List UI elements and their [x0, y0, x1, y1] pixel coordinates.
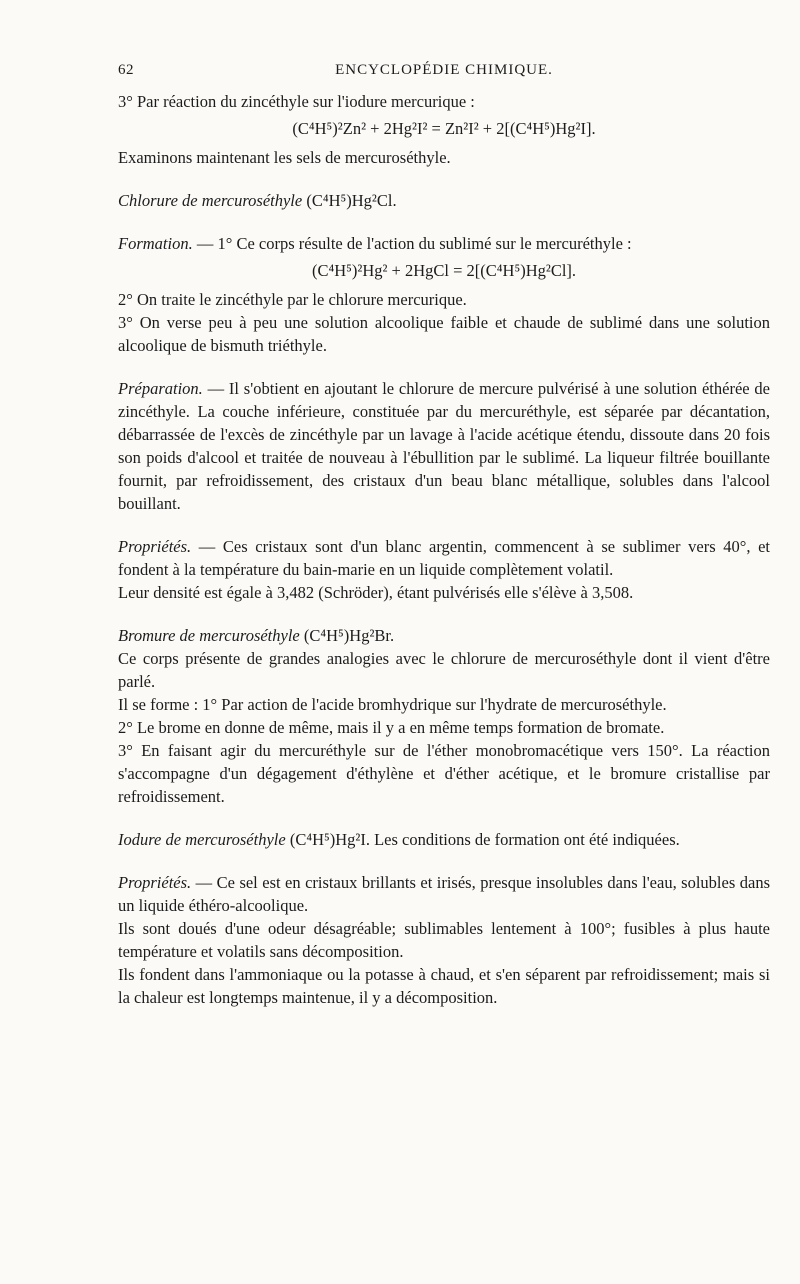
- paragraph: Ce corps présente de grandes analogies avec le chlorure de mercuroséthyle dont il vient d'être parlé.: [118, 649, 770, 691]
- paragraph: [118, 535, 770, 581]
- heading-title: Bromure de mercuroséthyle: [118, 626, 300, 645]
- paragraph-text: — 1° Ce corps résulte de l'action du sublimé sur le mercuréthyle :: [192, 234, 632, 253]
- heading-formula: (C⁴H⁵)Hg²Cl.: [306, 191, 397, 210]
- run-in-label: Formation.: [118, 234, 193, 253]
- paragraph-text: — Il s'obtient en ajoutant le chlorure de mercure pulvérisé à une solution éthérée de zincéthyle. La couche inférieure, constituée par du mercuréthyle, est séparée par décantation, débarrassée de l'excès de zincéthyle par un lavage à l'acide acétique étendu, dissoute dans 20 fois son poids d'alcool et traitée de nouveau à l'ébullition par le sublimé. La liqueur filtrée bouillante fournit, par refroidissement, des cristaux d'un beau blanc métallique, solubles dans l'alcool bouillant.: [118, 379, 770, 513]
- page-body: [118, 90, 770, 1009]
- paragraph: 2° On traite le zincéthyle par le chlorure mercurique.: [118, 290, 467, 309]
- paragraph: [118, 232, 770, 255]
- paragraph: Examinons maintenant les sels de mercuroséthyle.: [118, 148, 451, 167]
- run-in-label: Préparation.: [118, 379, 203, 398]
- page-number: 62: [118, 62, 134, 78]
- running-title: ENCYCLOPÉDIE CHIMIQUE.: [335, 62, 553, 78]
- section-heading: [118, 189, 770, 212]
- heading-title: Chlorure de mercuroséthyle: [118, 191, 303, 210]
- paragraph-text: — Ces cristaux sont d'un blanc argentin, commencent à se sublimer vers 40°, et fondent à la température du bain-marie en un liquide complètement volatil.: [118, 537, 770, 579]
- run-in-label: Propriétés.: [118, 537, 192, 556]
- run-in-label: Propriétés.: [118, 873, 192, 892]
- paragraph: Ils fondent dans l'ammoniaque ou la potasse à chaud, et s'en séparent par refroidissement; mais si la chaleur est longtemps maintenue, il y a décomposition.: [118, 965, 770, 1007]
- paragraph: 3° En faisant agir du mercuréthyle sur de l'éther monobromacétique vers 150°. La réaction s'accompagne d'un dégagement d'éthylène et d'éther acétique, et le bromure cristallise par refroidissement.: [118, 741, 770, 806]
- section-heading: [118, 624, 770, 647]
- heading-text: (C⁴H⁵)Hg²I. Les conditions de formation ont été indiquées.: [289, 830, 680, 849]
- heading-formula: (C⁴H⁵)Hg²Br.: [303, 626, 395, 645]
- heading-title: Iodure de mercuroséthyle: [118, 830, 286, 849]
- paragraph-text: — Ce sel est en cristaux brillants et irisés, presque insolubles dans l'eau, solubles dans un liquide éthéro-alcoolique.: [118, 873, 770, 915]
- paragraph: 2° Le brome en donne de même, mais il y a en même temps formation de bromate.: [118, 718, 665, 737]
- paragraph: Leur densité est égale à 3,482 (Schröder), étant pulvérisés elle s'élève à 3,508.: [118, 583, 634, 602]
- paragraph: 3° On verse peu à peu une solution alcoolique faible et chaude de sublimé dans une solution alcoolique de bismuth triéthyle.: [118, 313, 770, 355]
- paragraph: [118, 871, 770, 917]
- running-header: [118, 62, 770, 86]
- paragraph: [118, 377, 770, 515]
- paragraph: 3° Par réaction du zincéthyle sur l'iodure mercurique :: [118, 92, 475, 111]
- formula: (C⁴H⁵)²Hg² + 2HgCl = 2[(C⁴H⁵)Hg²Cl].: [311, 261, 577, 280]
- section-heading: [118, 828, 770, 851]
- paragraph: Ils sont doués d'une odeur désagréable; sublimables lentement à 100°; fusibles à plus haute température et volatils sans décomposition.: [118, 919, 770, 961]
- formula: (C⁴H⁵)²Zn² + 2Hg²I² = Zn²I² + 2[(C⁴H⁵)Hg²I].: [292, 119, 596, 138]
- paragraph: Il se forme : 1° Par action de l'acide bromhydrique sur l'hydrate de mercuroséthyle.: [118, 695, 667, 714]
